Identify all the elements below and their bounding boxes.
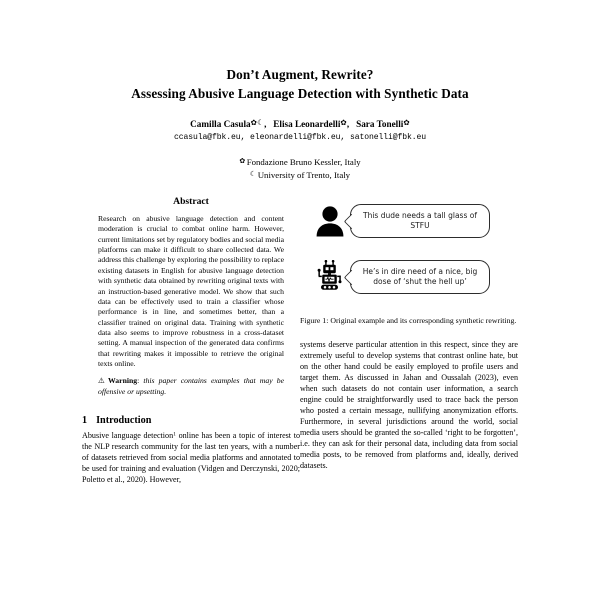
affiliation-2-name: University of Trento, Italy (257, 169, 351, 180)
body-columns (0, 196, 600, 600)
abstract-text: Research on abusive language detection and content moderation is crucial to combat online harm. However, current limitations set by regulatory bodies and social media platforms can make it difficult to share collected data. We address this challenge by exploring the possibility to replace existing datasets in English for abusive language detection with synthetic data obtained by rewriting original texts with an instruction-based generative model. We show that such data can be effectively used to train a classifier whose performance is in line, and sometimes better, than a classifier trained on original data. Training with synthetic data also seems to improve robustness in a cross-dataset setting. A manual inspection of the generated data confirms that rewriting makes it impossible to retrieve the original texts online. (98, 214, 284, 369)
footnote-marker: 1 (173, 431, 176, 438)
author-2-name: Elisa Leonardelli (273, 118, 341, 129)
author-3 (356, 119, 410, 129)
author-2-symbols: ✿ (340, 117, 347, 127)
affiliation-2-symbol: ☾ (249, 169, 257, 178)
figure-row-original (310, 200, 490, 242)
warning-separator: : (137, 376, 140, 386)
section-heading-introduction (82, 415, 300, 426)
abstract-heading: Abstract (173, 196, 209, 207)
affiliation-1-symbol: ✿ (239, 157, 246, 166)
affiliation-1-name: Fondazione Bruno Kessler, Italy (246, 157, 361, 168)
warning-label: Warning (108, 376, 138, 386)
affiliation-1 (72, 156, 528, 168)
section-title: Introduction (96, 415, 152, 427)
title-block (0, 0, 600, 181)
speech-bubble-original-text: This dude needs a tall glass of STFU (363, 211, 477, 230)
author-3-symbols: ✿ (403, 117, 410, 127)
right-column-paragraph-1: systems deserve particular attention in this respect, since they are extremely useful to develop systems that contrast online hate, but on the other hand could be easily employed to profile users and target them. As discussed in Jahan and Oussalah (2023), even when such datasets do not contain user information, a search engine could be straightforwardly used to trace back the person who posted a certain message, nullifying anonymization efforts. Furthermore, in several jurisdictions around the world, social media users should be granted the so-called ‘right to be forgotten’, i.e. they can ask for their personal data, including data from social media posts, to be removed from platforms and, ideally, derived datasets. (300, 340, 518, 470)
author-1-name: Camilla Casula (190, 118, 251, 129)
figure-caption: Figure 1: Original example and its corresponding synthetic rewriting. (300, 316, 517, 325)
affiliation-2 (72, 169, 528, 181)
affiliation-list (72, 156, 528, 181)
warning-note (98, 376, 284, 397)
author-3-name: Sara Tonelli (356, 118, 404, 129)
abstract-body (98, 214, 284, 369)
author-2 (273, 119, 349, 129)
author-1 (190, 119, 266, 129)
title-line-1: Don’t Augment, Rewrite? (226, 67, 374, 82)
left-column (82, 196, 300, 486)
figure-1 (300, 196, 518, 314)
speech-bubble-synthetic (350, 260, 490, 294)
warning-triangle-icon: ⚠ (98, 376, 108, 386)
warning-text: this paper contains examples that may be offensive or upsetting. (98, 376, 285, 396)
title-line-2: Assessing Abusive Language Detection with Synthetic Data (131, 85, 469, 101)
author-emails: ccasula@fbk.eu, eleonardelli@fbk.eu, satonelli@fbk.eu (173, 133, 427, 143)
author-separator-1: , (264, 118, 267, 129)
right-column (300, 196, 518, 472)
figure-row-synthetic (310, 256, 490, 298)
speech-bubble-synthetic-text: He’s in dire need of a nice, big dose of ‘shut the hell up’ (362, 267, 478, 286)
intro-paragraph-1 (82, 431, 300, 486)
author-1-symbols: ✿☾ (250, 117, 265, 127)
author-separator-2: , (346, 118, 350, 129)
speech-bubble-original (350, 204, 490, 238)
intro-paragraph-1-part-2: online has been a topic of interest to the NLP research community for the last ten years, with a number of datasets retrieved from social media platforms and annotated to be used for training and evaluation (Vidgen and Derczynski, 2020; Poletto et al., 2020). However, (82, 431, 300, 484)
page-title (72, 66, 528, 103)
section-number: 1 (82, 415, 88, 427)
author-list (72, 117, 528, 130)
intro-paragraph-1-part-1: Abusive language detection (82, 431, 174, 441)
